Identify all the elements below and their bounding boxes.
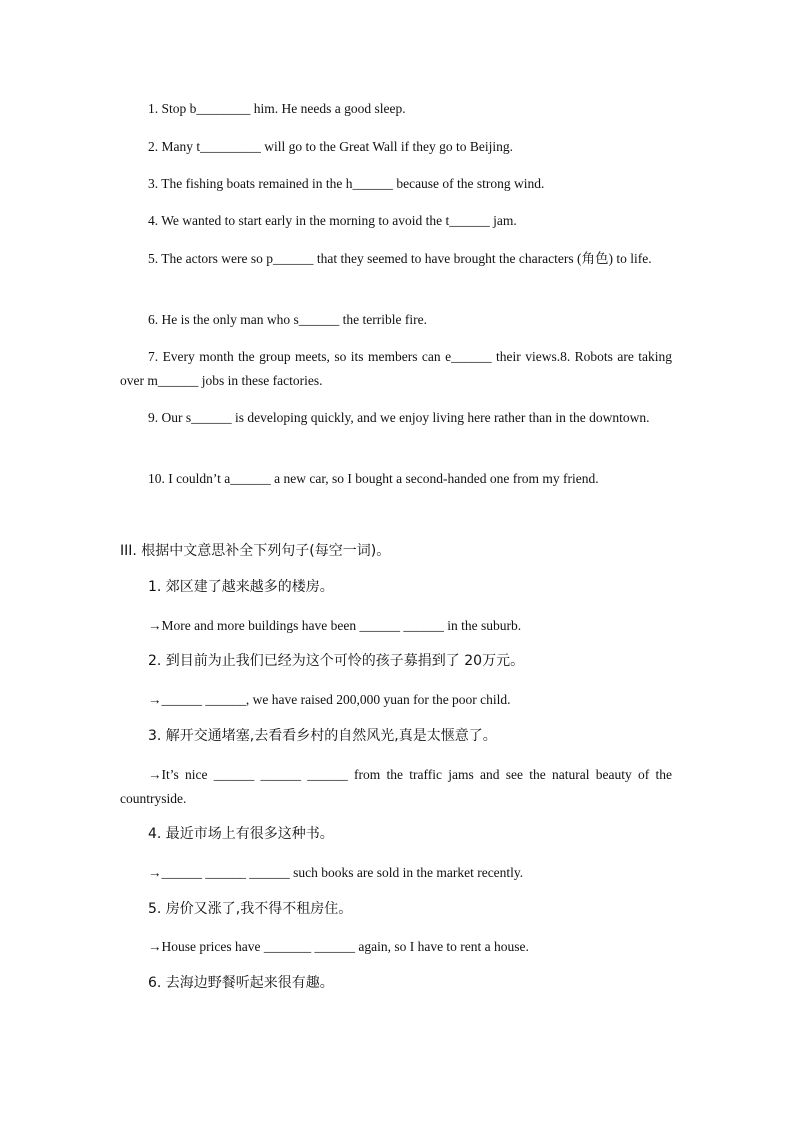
translation-answer-2: →______ ______, we have raised 200,000 yuan for the poor child.: [148, 692, 511, 707]
section-heading: III. 根据中文意思补全下列句子(每空一词)。: [120, 543, 391, 559]
translation-answer-4: →______ ______ ______ such books are sold in the market recently.: [148, 865, 524, 880]
exercise-item-2: 2. Many t_________ will go to the Great Wall if they go to Beijing.: [148, 139, 513, 154]
exercise-item-4: 4. We wanted to start early in the morning to avoid the t______ jam.: [148, 213, 517, 228]
exercise-item-6: 6. He is the only man who s______ the terrible fire.: [148, 312, 427, 327]
translation-answer-5: →House prices have _______ ______ again, so I have to rent a house.: [148, 939, 529, 954]
exercise-item-7-8: 7. Every month the group meets, so its members can e______ their views.8. Robots are taking over m______ jobs in these factories.: [120, 349, 672, 388]
translation-answer-3: →It’s nice ______ ______ ______ from the traffic jams and see the natural beauty of the countryside.: [120, 767, 672, 806]
translation-prompt-1: 1. 郊区建了越来越多的楼房。: [148, 579, 334, 595]
exercise-item-9: 9. Our s______ is developing quickly, and we enjoy living here rather than in the downtown.: [148, 410, 650, 425]
exercise-item-10: 10. I couldn’t a______ a new car, so I bought a second-handed one from my friend.: [148, 471, 599, 486]
translation-prompt-6: 6. 去海边野餐听起来很有趣。: [148, 975, 334, 991]
exercise-item-1: 1. Stop b________ him. He needs a good sleep.: [148, 101, 406, 116]
translation-prompt-5: 5. 房价又涨了,我不得不租房住。: [148, 901, 353, 917]
exercise-item-5: 5. The actors were so p______ that they seemed to have brought the characters (角色) to life.: [148, 251, 652, 266]
translation-prompt-2: 2. 到目前为止我们已经为这个可怜的孩子募捐到了 20万元。: [148, 653, 525, 669]
translation-prompt-4: 4. 最近市场上有很多这种书。: [148, 826, 334, 842]
exercise-item-3: 3. The fishing boats remained in the h______ because of the strong wind.: [148, 176, 545, 191]
translation-answer-1: →More and more buildings have been ______ ______ in the suburb.: [148, 618, 522, 633]
translation-prompt-3: 3. 解开交通堵塞,去看看乡村的自然风光,真是太惬意了。: [148, 728, 497, 744]
